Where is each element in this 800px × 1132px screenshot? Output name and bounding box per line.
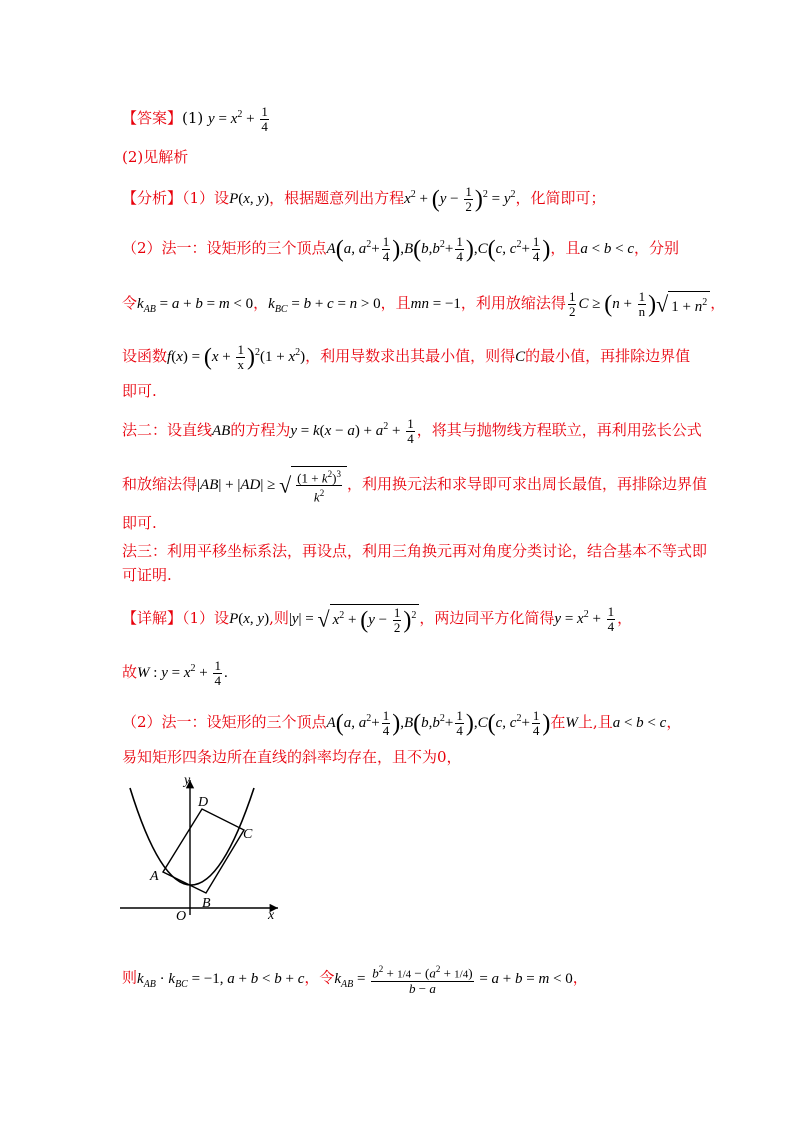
analysis-point: P(x, y) [229,191,270,207]
analysis-line-8: 即可. [122,514,157,532]
analysis-text: ， [710,293,726,312]
detail-result: $y = x^2$ + $\frac{1}{4}$ [554,604,615,635]
analysis-text: 和放缩法得 [122,474,198,493]
answer-part1-prefix: (1) [182,109,204,127]
analysis-tag: 【分析】 [122,189,183,207]
detail-distance-eq: |y| = √ $x^2 + (y$ − $\frac{1}{2}$ )$^2$ [289,611,420,627]
detail-w: W [565,715,578,731]
analysis-text: 令 [122,293,138,312]
analysis-line-1 [122,184,606,214]
analysis-chord-bound: |AB| + |AD| ≥ √ $\frac{(1 + k^2)^3}{k^2}$ [197,477,347,493]
answer-part2: (2)见解析 [122,148,189,166]
detail-text: 故 [122,663,138,681]
detail-w-equation: W : $y = x^2$ + $\frac{1}{4}$ . [137,658,228,689]
analysis-text: ，利用放缩法得 [460,293,566,312]
analysis-text: （2）法一：设矩形的三个顶点 [122,239,327,257]
detail-text: ， [572,968,588,987]
parabola-curve [130,788,254,885]
analysis-text: ，分别 [634,239,680,257]
detail-text: ， [666,713,682,731]
analysis-text: ，化简即可； [515,189,606,207]
analysis-text: ，将其与抛物线方程联立，再利用弦长公式 [416,421,702,439]
analysis-equation: $x^2 + (y$ − $\frac{1}{2}$ )$^2 = y^2$ [404,184,516,215]
detail-text: ,则 [269,609,289,627]
detail-text: ， [617,609,633,627]
analysis-ab: AB [212,423,231,439]
detail-line-5 [122,962,588,996]
analysis-mn: mn = −1 [410,295,461,312]
vertex-label-b: B [202,896,211,911]
analysis-text: （1）设 [182,189,230,207]
detail-text: ，令 [304,968,335,987]
axis-label-y: y [184,773,191,788]
vertex-label-a: A [150,869,159,884]
analysis-text: 设函数 [122,347,168,365]
detail-text: 则 [122,968,138,987]
analysis-line-eq: $y = k(x - a) + a^2$ + $\frac{1}{4}$ [290,416,414,447]
answer-formula: $y = x^2$ + $\frac{1}{4}$ [208,104,268,135]
analysis-text: ，且 [380,293,411,312]
detail-text: 在 [550,713,566,731]
analysis-line-4 [122,342,690,372]
detail-vertices: A(a, $a^2+$ $\frac{1}{4}$ )$,B(b,b^2+$ $\frac{1}{4}$ ),C(c, $c^2+$ $\frac{1}{4}$ ) [326,708,551,739]
analysis-text: 法二：设直线 [122,421,213,439]
analysis-line-5: 即可. [122,382,157,400]
detail-line-3 [122,708,681,738]
answer-line [122,104,271,134]
detail-text: （2）法一：设矩形的三个顶点 [122,713,327,731]
detail-line-1 [122,604,632,635]
analysis-c-symbol: C [515,349,526,365]
analysis-function: f(x) = (x + $\frac{1}{x}$ )$^2(1 + x^2)$ [167,342,306,373]
analysis-line-10: 可证明. [122,566,172,584]
analysis-line-7 [122,466,707,505]
detail-kab-formula: $k_{AB}$ = $\frac{b^2 + 1/4 - (a^2 + 1/4)}{b - a}$ = a + b = m < 0 [334,964,573,997]
detail-slope-product: $k_{AB} \cdot k_{BC} = -1$, a + b < b + c [137,970,305,990]
vertex-label-c: C [243,827,253,842]
analysis-inequality: a < b < c [580,241,635,257]
detail-text: （1）设 [182,609,230,627]
detail-tag: 【详解】 [122,609,183,627]
analysis-text: ， [253,293,269,312]
detail-text: ，两边同平方化简得 [419,609,555,627]
analysis-line-3 [122,290,725,321]
analysis-kab: $k_{AB} = a + b = m < 0$ [137,295,254,315]
analysis-bound: $\frac{1}{2}$ C ≥ (n + $\frac{1}{n}$ )√ $1 + n^2$ [566,296,710,312]
detail-line-4: 易知矩形四条边所在直线的斜率均存在，且不为0， [122,748,462,766]
detail-text: 上,且 [577,713,613,731]
detail-line-2 [122,658,228,688]
detail-point: P(x, y) [229,611,270,627]
analysis-line-2 [122,234,679,264]
answer-tag: 【答案】 [122,109,183,127]
analysis-kbc: $k_{BC} = b + c = n > 0$ [268,295,381,315]
detail-inequality: a < b < c [612,715,667,731]
analysis-line-6 [122,416,702,446]
analysis-vertices: A(a, $a^2+$ $\frac{1}{4}$ )$,B(b,b^2+$ $\frac{1}{4}$ ),C(c, $c^2+$ $\frac{1}{4}$ ) [326,234,551,265]
analysis-line-9: 法三：利用平移坐标系法，再设点，利用三角换元再对角度分类讨论，结合基本不等式即 [122,542,708,560]
origin-label: O [176,909,187,920]
vertex-label-d: D [198,795,209,810]
analysis-text: 的最小值，再排除边界值 [525,347,691,365]
analysis-text: 的方程为 [230,421,291,439]
analysis-text: ，利用换元法和求导即可求出周长最值，再排除边界值 [346,474,707,493]
parabola-rectangle-figure [118,770,288,920]
axis-label-x: x [268,908,275,920]
analysis-text: ，根据题意列出方程 [269,189,405,207]
analysis-text: ，且 [550,239,581,257]
analysis-text: ，利用导数求出其最小值，则得 [305,347,516,365]
